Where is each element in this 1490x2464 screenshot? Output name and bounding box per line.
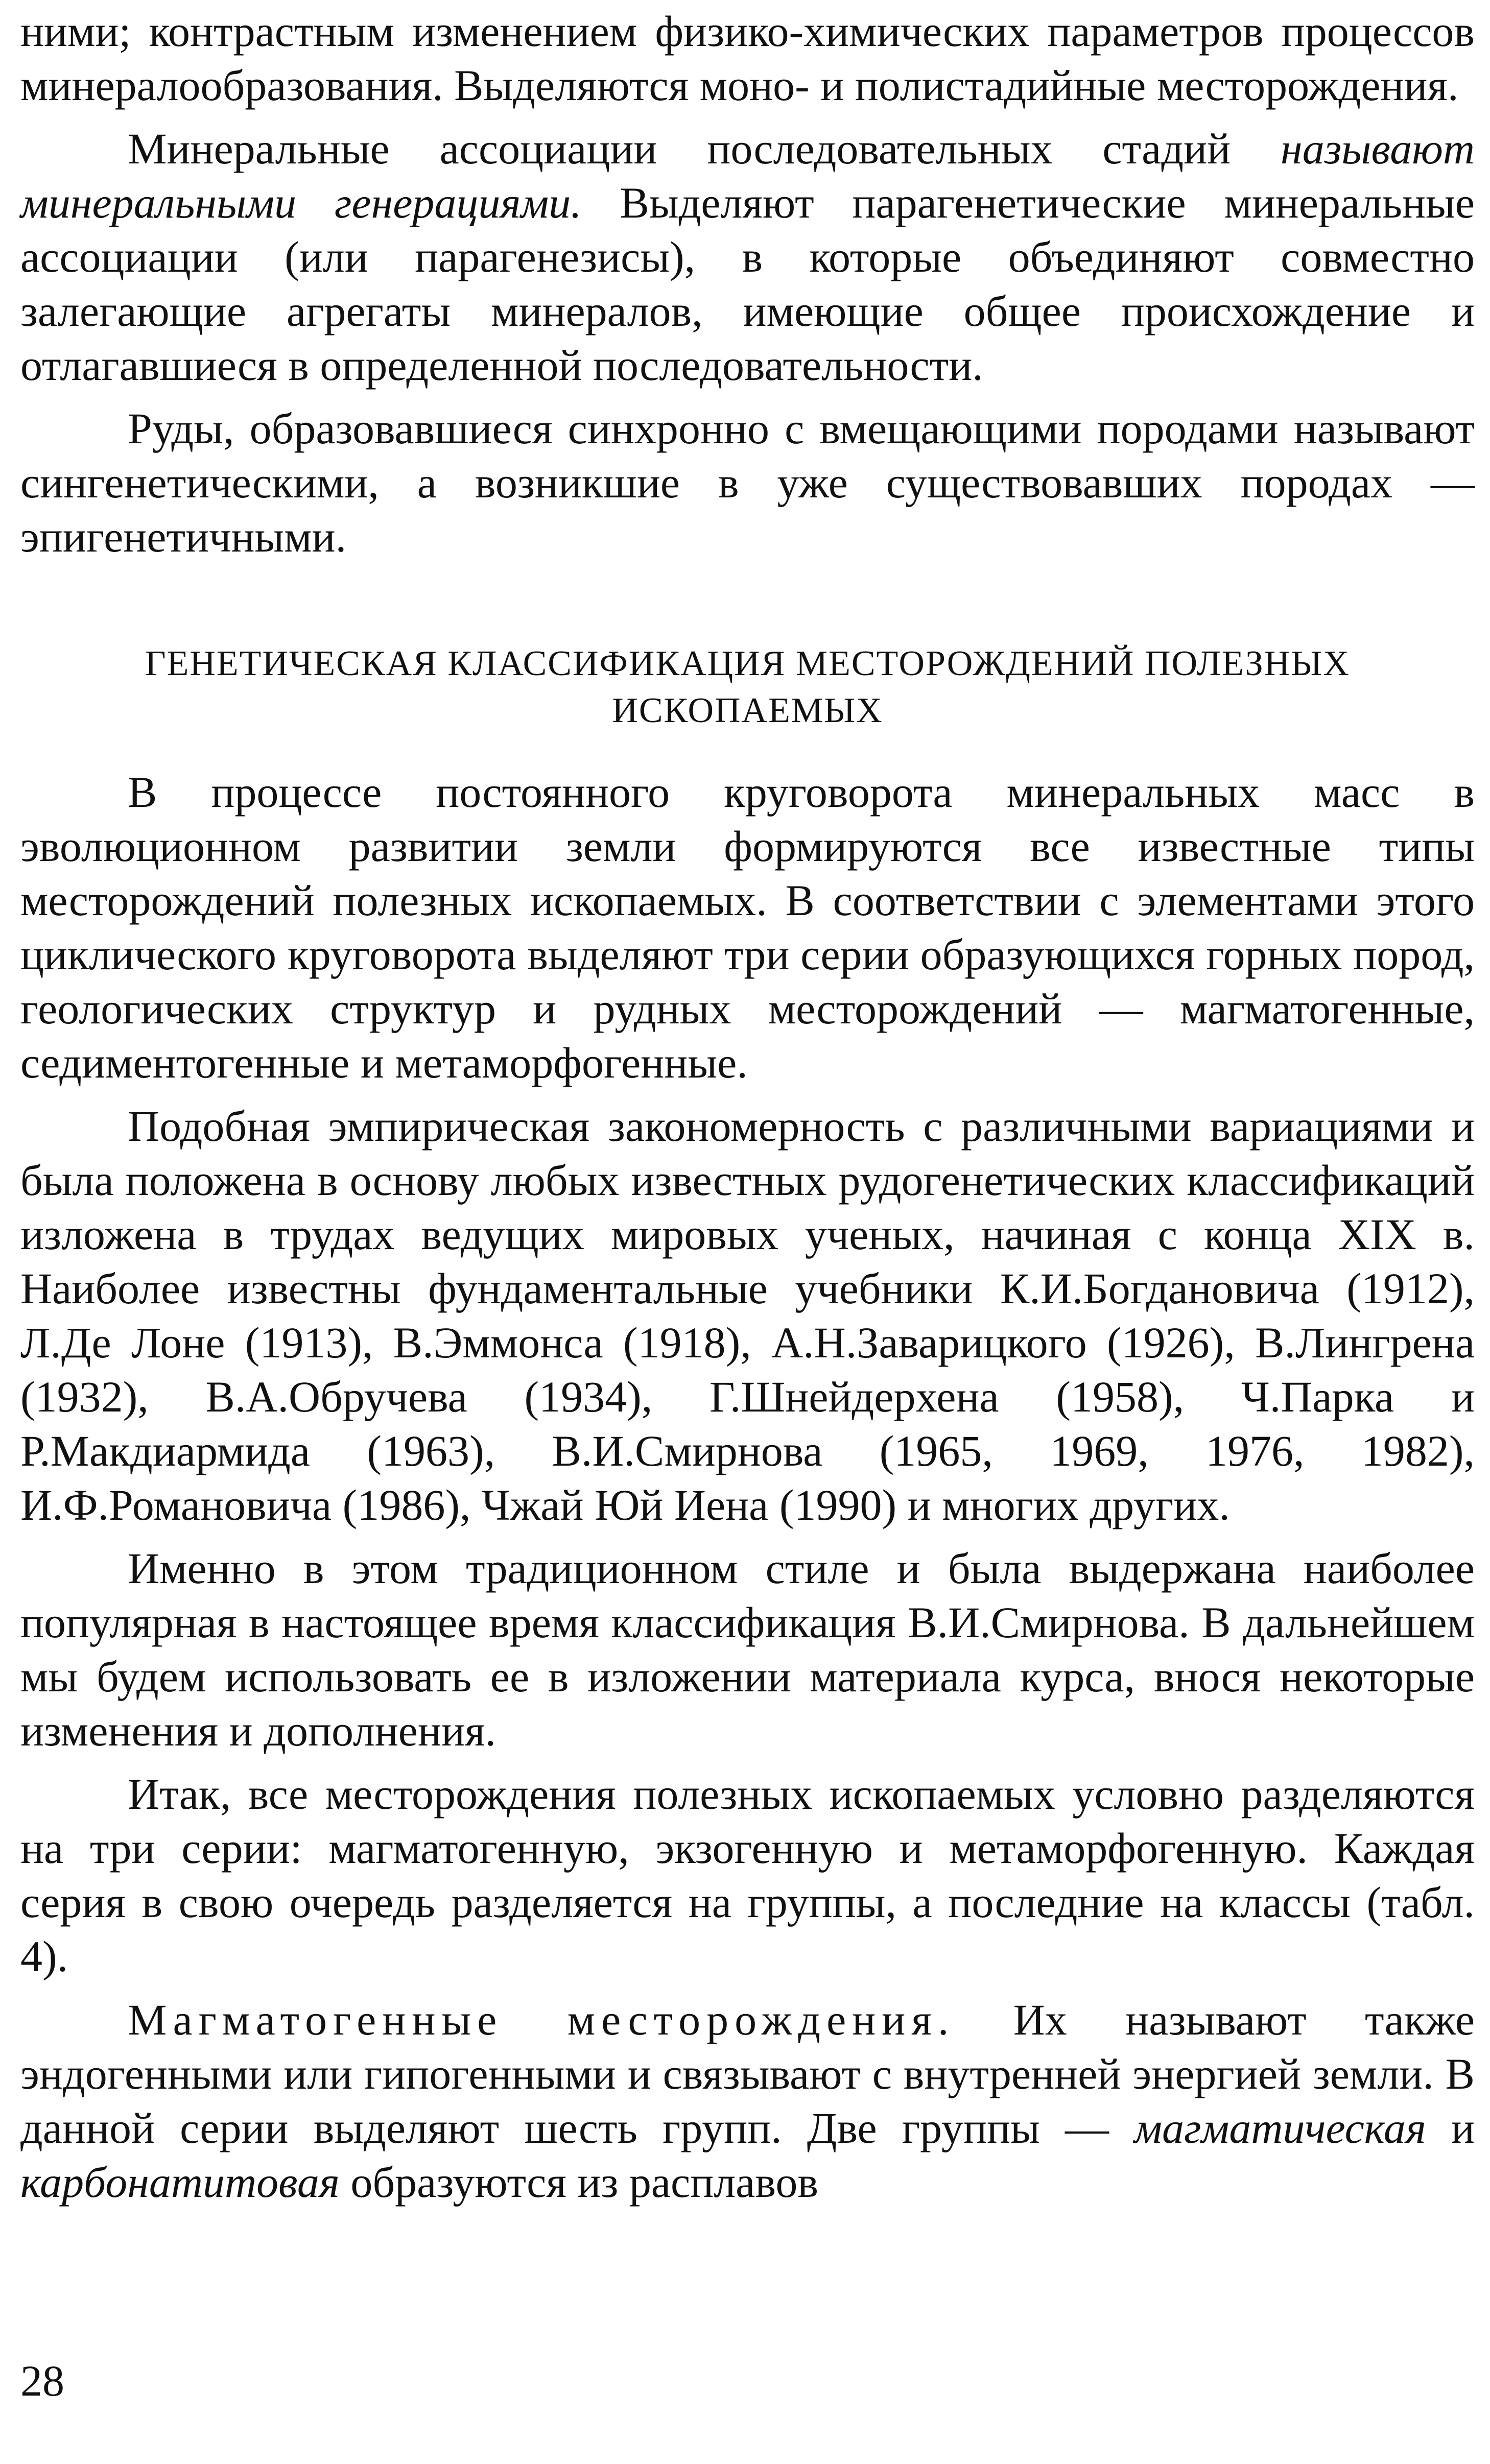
paragraph-ores: [20, 401, 1475, 564]
text-run: Выделяют парагенетические минеральные ассоциации (или парагенезисы), в которые объединяют совместно залегающие агрегаты минералов, имеющие общее происхождение и отлагавшиеся в определенной последовательности.: [20, 178, 1475, 390]
italic-term: магматическая: [1134, 2103, 1426, 2152]
paragraph-continuation: [20, 4, 1475, 112]
italic-term: карбонатитовая: [20, 2158, 340, 2207]
text-run: Минеральные ассоциации последовательных стадий: [128, 124, 1281, 173]
section-heading: ГЕНЕТИЧЕСКАЯ КЛАССИФИКАЦИЯ МЕСТОРОЖДЕНИЙ ПОЛЕЗНЫХ ИСКОПАЕМЫХ: [145, 644, 1350, 730]
italic-term: называют минеральными генерациями.: [20, 124, 1475, 227]
text-run: Итак, все месторождения полезных ископаемых условно разделяются на три серии: магматогенную, экзогенную и метаморфогенную. Каждая серия в свою очередь разделяется на группы, а последние на классы (табл. 4).: [20, 1769, 1475, 1981]
page-number: 28: [20, 2356, 64, 2405]
text-block-section: [20, 765, 1475, 2209]
text-block-top: [20, 4, 1475, 564]
paragraph-classifications: [20, 1099, 1475, 1532]
spaced-term: Магматогенные месторождения.: [128, 1995, 955, 2044]
text-run: ними; контрастным изменением физико-химических параметров процессов минералообразования. Выделяются моно- и полистадийные месторождения.: [20, 7, 1475, 110]
text-run: Именно в этом традиционном стиле и была выдержана наиболее популярная в настоящее время классификация В.И.Смирнова. В дальнейшем мы будем использовать ее в изложении материала курса, внося некоторые изменения и дополнения.: [20, 1544, 1475, 1755]
paragraph-series: [20, 1767, 1475, 1983]
text-run: Подобная эмпирическая закономерность с различными вариациями и была положена в основу любых известных рудогенетических классификаций изложена в трудах ведущих мировых ученых, начиная с конца XIX в. Наиболее известны фундаментальные учебники К.И.Богдановича (1912), Л.Де Лоне (1913), В.Эммонса (1918), А.Н.Заварицкого (1926), В.Лингрена (1932), В.А.Обручева (1934), Г.Шнейдерхена (1958), Ч.Парка и Р.Макдиармида (1963), В.И.Смирнова (1965, 1969, 1976, 1982), И.Ф.Романовича (1986), Чжай Юй Иена (1990) и многих других.: [20, 1102, 1475, 1529]
paragraph-smirnov: [20, 1541, 1475, 1758]
paragraph-magmatogenic: [20, 1993, 1475, 2209]
paragraph-mineral-cycle: [20, 765, 1475, 1090]
text-run: и: [1426, 2103, 1475, 2152]
text-run: В процессе постоянного круговорота минеральных масс в эволюционном развитии земли формируются все известные типы месторождений полезных ископаемых. В соответствии с элементами этого циклического круговорота выделяют три серии образующихся горных пород, геологических структур и рудных месторождений — магматогенные, седиментогенные и метаморфогенные.: [20, 768, 1475, 1087]
paragraph-mineral-generations: [20, 122, 1475, 392]
text-run: Их называют также эндогенными или гипогенными и связывают с внутренней энергией земли. В данной серии выделяют шесть групп. Две группы —: [20, 1995, 1475, 2152]
text-run: Руды, образовавшиеся синхронно с вмещающими породами называют сингенетическими, а возникшие в уже существовавших породах — эпигенетичными.: [20, 404, 1475, 561]
text-run: образуются из расплавов: [339, 2158, 818, 2207]
